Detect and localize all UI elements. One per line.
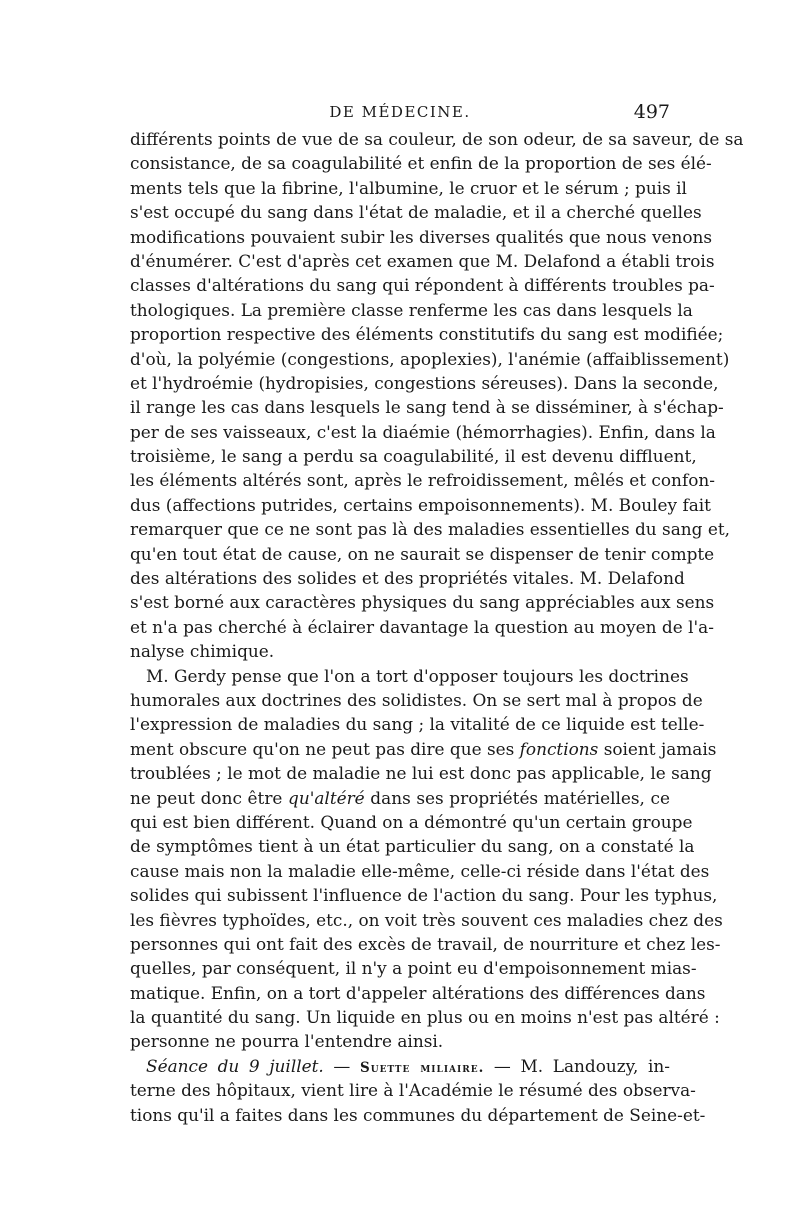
body-text [130, 127, 744, 1127]
section-topic: Suette miliaire. [359, 1059, 485, 1076]
text-line: troisième, le sang a perdu sa coagulabilité, il est devenu diffluent, [130, 446, 697, 467]
text-line: thologiques. La première classe renferme les cas dans lesquels la [130, 299, 693, 320]
text-line: cause mais non la maladie elle-même, celle-ci réside dans l'état des [130, 860, 710, 881]
text-line: solides qui subissent l'influence de l'action du sang. Pour les typhus, [130, 885, 718, 906]
text-line: dus (affections putrides, certains empoisonnements). M. Bouley fait [130, 494, 711, 515]
text-line [130, 786, 670, 810]
paragraph-1 [130, 127, 744, 664]
italic-term: fonctions [519, 738, 599, 759]
text-fragment: ne peut donc être [130, 787, 283, 808]
text-line: l'expression de maladies du sang ; la vitalité de ce liquide est telle- [130, 714, 705, 735]
text-line: les fièvres typhoïdes, etc., on voit très souvent ces maladies chez des [130, 909, 723, 930]
text-fragment: dans ses propriétés matérielles, ce [364, 787, 670, 808]
text-line: tions qu'il a faites dans les communes du département de Seine-et- [130, 1104, 706, 1125]
text-line: différents points de vue de sa couleur, de son odeur, de sa saveur, de sa [130, 129, 744, 149]
text-line: quelles, par conséquent, il n'y a point eu d'empoisonnement mias- [130, 958, 697, 979]
text-line: modifications pouvaient subir les diverses qualités que nous venons [130, 226, 713, 247]
text-line [130, 737, 717, 761]
text-line: la quantité du sang. Un liquide en plus ou en moins n'est pas altéré : [130, 1007, 720, 1028]
text-line: s'est occupé du sang dans l'état de maladie, et il a cherché quelles [130, 202, 702, 223]
paragraph-2 [130, 664, 723, 1054]
text-line: remarquer que ce ne sont pas là des maladies essentielles du sang et, [130, 519, 731, 540]
text-line: qui est bien différent. Quand on a démontré qu'un certain groupe [130, 811, 693, 832]
text-line: personnes qui ont fait des excès de travail, de nourriture et chez les- [130, 933, 721, 954]
text-line: classes d'altérations du sang qui répondent à différents troubles pa- [130, 275, 715, 296]
dash: — [484, 1055, 521, 1076]
text-line: d'où, la polyémie (congestions, apoplexies), l'anémie (affaiblissement) [130, 348, 730, 369]
text-line: M. Gerdy pense que l'on a tort d'opposer toujours les doctrines [146, 665, 689, 686]
text-line: ments tels que la fibrine, l'albumine, le cruor et le sérum ; puis il [130, 177, 687, 198]
text-line: les éléments altérés sont, après le refroidissement, mêlés et confon- [130, 470, 715, 491]
text-line: humorales aux doctrines des solidistes. On se sert mal à propos de [130, 689, 703, 710]
text-line: troublées ; le mot de maladie ne lui est donc pas applicable, le sang [130, 763, 712, 784]
text-line: nalyse chimique. [130, 641, 275, 662]
italic-term: qu'altéré [288, 787, 365, 808]
text-line: des altérations des solides et des propriétés vitales. M. Delafond [130, 568, 685, 589]
text-line: matique. Enfin, on a tort d'appeler altérations des différences dans [130, 982, 706, 1003]
text-line: d'énumérer. C'est d'après cet examen que M. Delafond a établi trois [130, 250, 715, 271]
page-header [130, 103, 670, 127]
text-line [130, 1054, 670, 1078]
text-line: per de ses vaisseaux, c'est la diaémie (hémorrhagies). Enfin, dans la [130, 421, 716, 442]
page-number: 497 [633, 101, 670, 123]
text-line: qu'en tout état de cause, on ne saurait se dispenser de tenir compte [130, 543, 715, 564]
text-line: personne ne pourra l'entendre ainsi. [130, 1031, 444, 1052]
text-line: et n'a pas cherché à éclairer davantage la question au moyen de l'a- [130, 616, 714, 637]
paragraph-3 [130, 1054, 706, 1127]
running-head: DE MÉDECINE. [329, 103, 471, 121]
text-fragment: M. Landouzy, in- [520, 1055, 670, 1076]
text-line: consistance, de sa coagulabilité et enfin de la proportion de ses élé- [130, 153, 712, 174]
seance-date: Séance du 9 juillet. [146, 1055, 324, 1076]
text-fragment: soient jamais [598, 738, 717, 759]
text-fragment: ment obscure qu'on ne peut pas dire que ses [130, 738, 515, 759]
text-line: terne des hôpitaux, vient lire à l'Académie le résumé des observa- [130, 1080, 696, 1101]
text-line: et l'hydroémie (hydropisies, congestions séreuses). Dans la seconde, [130, 372, 719, 393]
text-line: s'est borné aux caractères physiques du sang appréciables aux sens [130, 592, 715, 613]
text-line: il range les cas dans lesquels le sang tend à se disséminer, à s'échap- [130, 397, 724, 418]
text-line: de symptômes tient à un état particulier du sang, on a constaté la [130, 836, 695, 857]
text-line: proportion respective des éléments constitutifs du sang est modifiée; [130, 324, 724, 345]
dash: — [323, 1055, 360, 1076]
